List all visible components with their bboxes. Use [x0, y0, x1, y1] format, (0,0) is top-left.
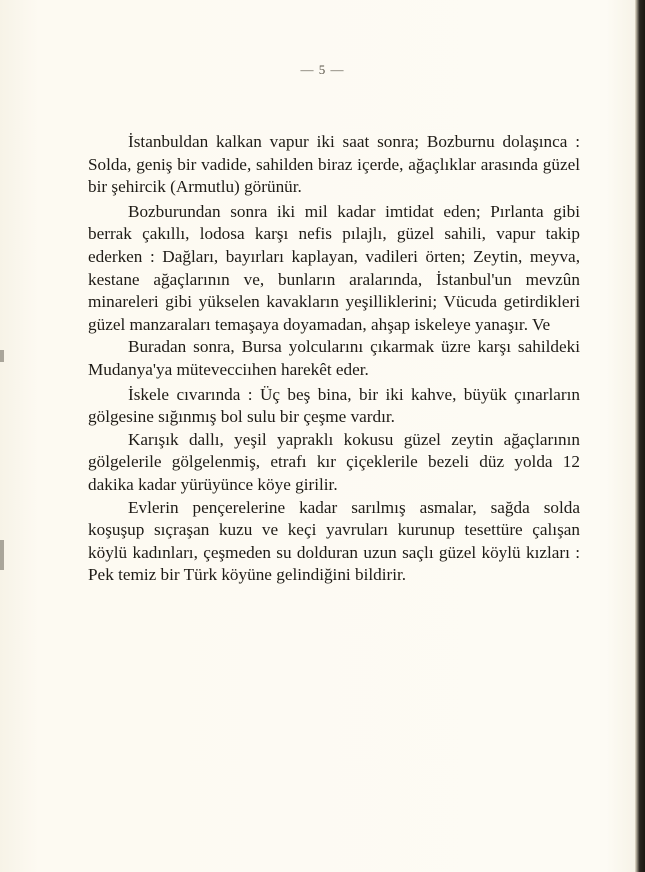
paragraph: Bozburundan sonra iki mil kadar imtidat eden; Pırlanta gibi berrak çakıllı, lodosa karşı nefis pılajlı, güzel sahili, vapur takip ederken : Dağları, bayırları kaplayan, vadileri örten; Zeytin, meyva, kestane ağaçlarının ve, bunların aralarında, İstanbul'un mevzûn minareleri gibi yükselen kavakların yeşilliklerini; Vücuda getirdikleri güzel manzaraları temaşaya doyamadan, ahşap iskeleye yanaşır. Ve: [88, 201, 580, 334]
page-edge-shadow: [635, 0, 645, 872]
paragraph: Evlerin pençerelerine kadar sarılmış asmalar, sağda solda koşuşup sıçraşan kuzu ve keçi yavruları kurunup tesettüre çalışan köylü kadınları, çeşmeden su dolduran uzun saçlı güzel köylü kızları : Pek temiz bir Türk köyüne gelindiğini bildirir.: [88, 497, 580, 585]
page-number: — 5 —: [300, 62, 345, 77]
binding-mark: [0, 540, 4, 570]
body-text: [88, 131, 580, 587]
binding-mark: [0, 350, 4, 362]
paragraph: Karışık dallı, yeşil yapraklı kokusu güzel zeytin ağaçlarının gölgelerile gölgelenmiş, etrafı kır çiçeklerile bezeli düz yolda 12 dakika kadar yürüyünce köye girilir.: [88, 429, 580, 494]
paragraph: İstanbuldan kalkan vapur iki saat sonra; Bozburnu dolaşınca : Solda, geniş bir vadide, sahilden biraz içerde, ağaçlıklar arasında güzel bir şehircik (Armutlu) görünür.: [88, 132, 580, 197]
page-binding-marks: [0, 0, 8, 872]
paragraph: İskele cıvarında : Üç beş bina, bir iki kahve, büyük çınarların gölgesine sığınmış bol sulu bir çeşme vardır.: [88, 384, 580, 427]
paragraph: Buradan sonra, Bursa yolcularını çıkarmak üzre karşı sahildeki Mudanya'ya mütevecciıhen harekêt eder.: [88, 337, 580, 379]
